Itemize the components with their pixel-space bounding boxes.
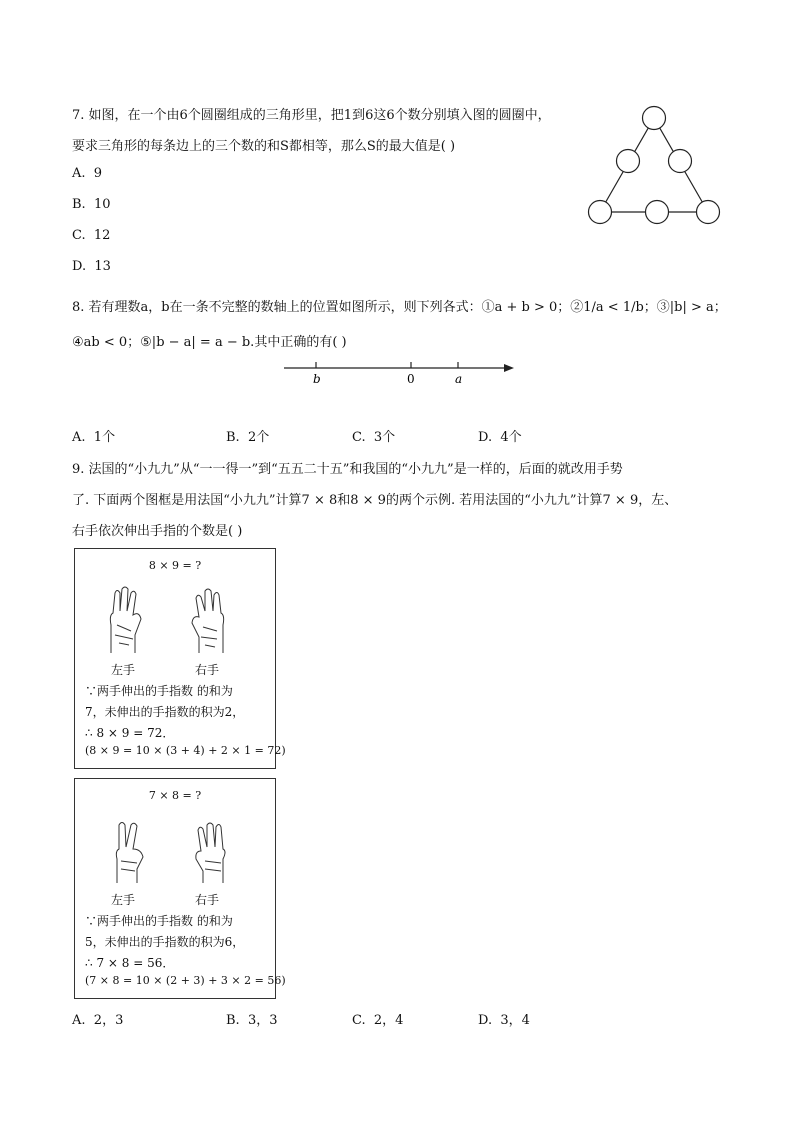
q9-option-d[interactable] [478, 1009, 530, 1028]
circle-mid-right [669, 150, 692, 173]
option-label: C. [352, 430, 366, 445]
option-value: 1个 [93, 430, 116, 445]
q9-option-b[interactable] [226, 1009, 278, 1028]
option-value: 2，3 [93, 1013, 124, 1028]
right-hand-icon [187, 585, 229, 655]
option-value: 3，3 [247, 1013, 278, 1028]
option-value: 2个 [247, 430, 270, 445]
option-value: 3个 [373, 430, 396, 445]
q8-option-b[interactable] [226, 426, 269, 445]
left-hand-label: 左手 [111, 893, 136, 907]
q7-stem-line2: 要求三角形的每条边上的三个数的和S都相等，那么S的最大值是( ) [72, 139, 456, 154]
box-text-4: (8 × 9 = 10 × (3 + 4) + 2 × 1 = 72) [85, 744, 286, 757]
option-label: B. [226, 430, 240, 445]
option-value: 4个 [500, 430, 522, 445]
box-text-1: ∵两手伸出的手指数 的和为 [85, 684, 233, 698]
option-value: 13 [94, 259, 111, 274]
q7-option-d[interactable] [72, 259, 111, 274]
triangle-circles-figure [582, 100, 732, 232]
option-label: D. [478, 430, 493, 445]
option-label: C. [352, 1013, 366, 1028]
circle-bottom-mid [646, 201, 669, 224]
right-hand-icon [191, 819, 233, 885]
label-a: a [455, 372, 463, 386]
option-label: B. [226, 1013, 240, 1028]
q7-option-a[interactable] [72, 166, 102, 181]
option-label: A. [72, 430, 86, 445]
q7-stem-line1: 7. 如图，在一个由6个圆圈组成的三角形里，把1到6这6个数分别填入图的圆圈中， [72, 108, 551, 123]
q8-stem-line2: ④ab < 0；⑤|b − a| = a − b.其中正确的有( ) [72, 335, 347, 350]
q8-stem-line1: 8. 若有理数a，b在一条不完整的数轴上的位置如图所示，则下列各式：①a + b > 0；②1/a < 1/b；③|b| > a； [72, 300, 727, 315]
option-label: B. [72, 197, 86, 212]
label-b: b [313, 372, 321, 386]
q9-option-c[interactable] [352, 1009, 403, 1028]
option-label: A. [72, 1013, 86, 1028]
q8-option-a[interactable] [72, 426, 115, 445]
box-text-3: ∴ 8 × 9 = 72． [85, 726, 175, 740]
q8-option-d[interactable] [478, 426, 522, 445]
example-box-8x9 [74, 548, 286, 769]
option-label: C. [72, 228, 86, 243]
box-title: 8 × 9 = ? [148, 559, 202, 572]
left-hand-label: 左手 [111, 663, 136, 677]
option-value: 3，4 [500, 1013, 530, 1028]
right-hand-label: 右手 [195, 893, 220, 907]
circle-bottom-left [589, 201, 612, 224]
left-hand-icon [105, 585, 147, 655]
q7-option-c[interactable] [72, 228, 110, 243]
example-box-7x8 [74, 778, 286, 999]
right-hand-label: 右手 [195, 663, 220, 677]
option-value: 12 [93, 228, 111, 243]
option-label: D. [72, 259, 87, 274]
q8-option-c[interactable] [352, 426, 395, 445]
q9-stem-line1: 9. 法国的“小九九”从“一一得一”到“五五二十五”和我国的“小九九”是一样的，后面的就改用手势 [72, 462, 623, 477]
q9-stem-line3: 右手依次伸出手指的个数是( ) [72, 524, 243, 539]
circle-top [643, 107, 666, 130]
box-title: 7 × 8 = ? [148, 789, 202, 802]
box-text-2: 5，未伸出的手指数的积为6， [85, 935, 245, 949]
option-value: 10 [93, 197, 111, 212]
option-label: A. [72, 166, 86, 181]
box-text-1: ∵两手伸出的手指数 的和为 [85, 914, 233, 928]
box-text-2: 7，未伸出的手指数的积为2， [85, 705, 245, 719]
option-label: D. [478, 1013, 493, 1028]
box-text-3: ∴ 7 × 8 = 56． [85, 956, 175, 970]
circle-mid-left [617, 150, 640, 173]
number-line-figure [280, 356, 520, 388]
circle-bottom-right [697, 201, 720, 224]
q9-stem-line2: 了. 下面两个图框是用法国“小九九”计算7 × 8和8 × 9的两个示例. 若用法国的“小九九”计算7 × 9，左、 [72, 493, 678, 508]
label-zero: 0 [407, 372, 415, 386]
q7-option-b[interactable] [72, 197, 111, 212]
q9-option-a[interactable] [72, 1009, 123, 1028]
box-text-4: (7 × 8 = 10 × (2 + 3) + 3 × 2 = 56) [85, 974, 286, 987]
option-value: 9 [93, 166, 103, 181]
option-value: 2，4 [373, 1013, 404, 1028]
left-hand-icon [109, 819, 151, 885]
